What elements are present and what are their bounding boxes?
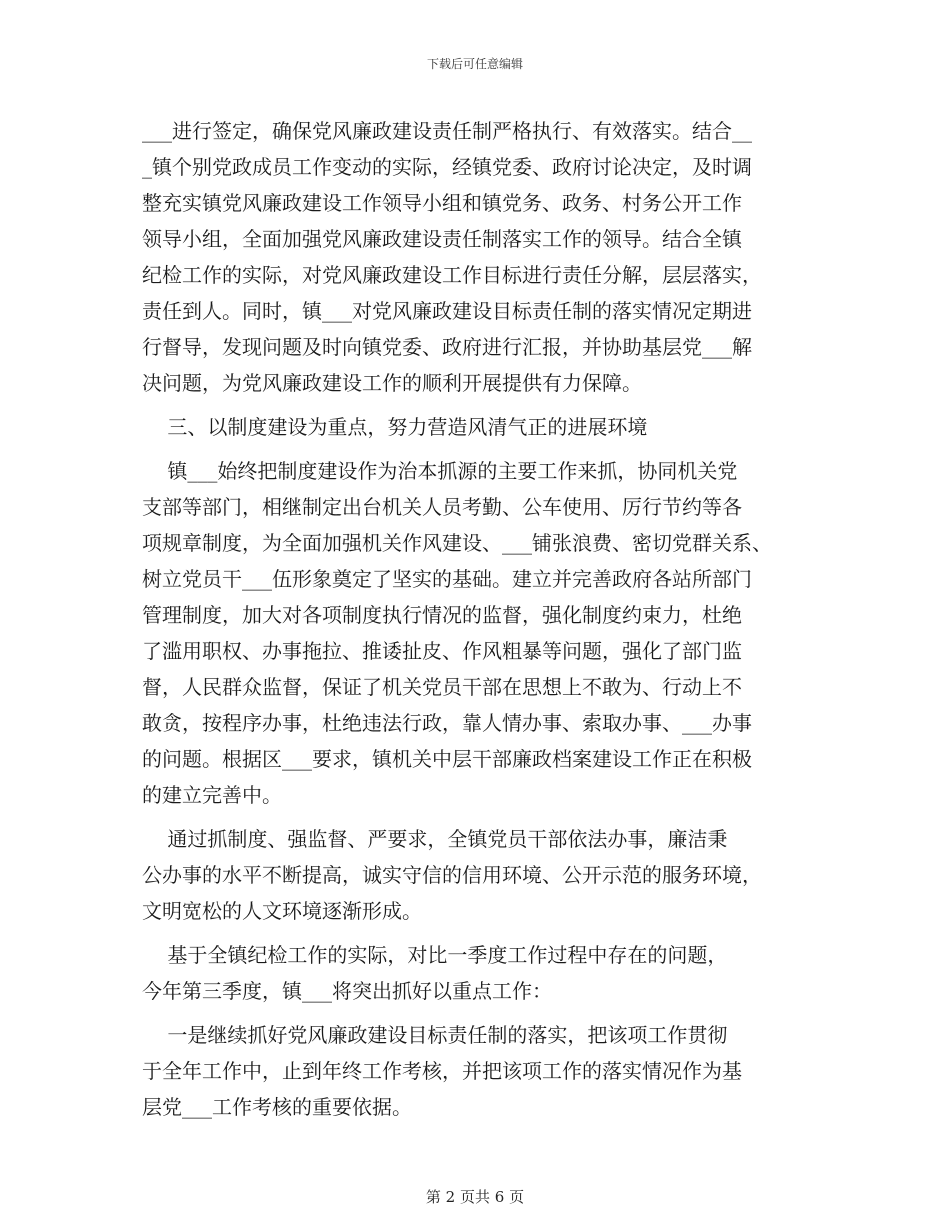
text-line: 通过抓制度、强监督、严要求，全镇党员干部依法办事，廉洁秉 — [142, 827, 728, 851]
text-line: 领导小组，全面加强党风廉政建设责任制落实工作的领导。结合全镇 — [142, 227, 742, 251]
text-line: 于全年工作中，止到年终工作考核，并把该项工作的落实情况作为基 — [142, 1059, 742, 1083]
paragraph — [142, 113, 822, 401]
paragraph — [142, 821, 822, 929]
paragraph — [142, 1017, 822, 1125]
text-line: 决问题，为党风廉政建设工作的顺利开展提供有力保障。 — [142, 371, 642, 395]
text-line: 项规章制度，为全面加强机关作风建设、___铺张浪费、密切党群关系、 — [142, 531, 772, 555]
text-line: 纪检工作的实际，对党风廉政建设工作目标进行责任分解，层层落实， — [142, 263, 762, 287]
paragraph-gap — [142, 445, 822, 453]
text-line: 三、以制度建设为重点，努力营造风清气正的进展环境 — [142, 415, 648, 439]
text-line: 层党___工作考核的重要依据。 — [142, 1095, 412, 1119]
text-line: 文明宽松的人文环境逐渐形成。 — [142, 899, 422, 923]
paragraph-gap — [142, 929, 822, 937]
text-line: 责任到人。同时，镇___对党风廉政建设目标责任制的落实情况定期进 — [142, 299, 752, 323]
text-line: 基于全镇纪检工作的实际，对比一季度工作过程中存在的问题， — [142, 943, 728, 967]
text-line: 了滥用职权、办事拖拉、推诿扯皮、作风粗暴等问题，强化了部门监 — [142, 639, 742, 663]
paragraph — [142, 453, 822, 813]
text-line: 公办事的水平不断提高，诚实守信的信用环境、公开示范的服务环境， — [142, 863, 762, 887]
page-header: 下载后可任意编辑 — [426, 57, 523, 71]
paragraph-gap — [142, 1009, 822, 1017]
text-line: 整充实镇党风廉政建设工作领导小组和镇党务、政务、村务公开工作 — [142, 191, 742, 215]
text-line: 的问题。根据区___要求，镇机关中层干部廉政档案建设工作正在积极 — [142, 747, 752, 771]
page-footer: 第 2 页共 6 页 — [425, 1188, 525, 1206]
paragraph — [142, 937, 822, 1009]
document-body — [142, 113, 822, 1125]
text-line: 树立党员干___伍形象奠定了坚实的基础。建立并完善政府各站所部门 — [142, 567, 752, 591]
text-line: 的建立完善中。 — [142, 783, 282, 807]
text-line: 敢贪，按程序办事，杜绝违法行政，靠人情办事、索取办事、___办事 — [142, 711, 752, 735]
text-line: 行督导，发现问题及时向镇党委、政府进行汇报，并协助基层党___解 — [142, 335, 752, 359]
text-line: 支部等部门，相继制定出台机关人员考勤、公车使用、厉行节约等各 — [142, 495, 742, 519]
paragraph-gap — [142, 401, 822, 409]
text-line: _镇个别党政成员工作变动的实际，经镇党委、政府讨论决定，及时调 — [142, 155, 752, 179]
paragraph-gap — [142, 813, 822, 821]
text-line: 镇___始终把制度建设作为治本抓源的主要工作来抓，协同机关党 — [142, 459, 738, 483]
text-line: 一是继续抓好党风廉政建设目标责任制的落实，把该项工作贯彻 — [142, 1023, 728, 1047]
text-line: 督，人民群众监督，保证了机关党员干部在思想上不敢为、行动上不 — [142, 675, 742, 699]
text-line: 管理制度，加大对各项制度执行情况的监督，强化制度约束力，杜绝 — [142, 603, 742, 627]
text-line: 今年第三季度，镇___将突出抓好以重点工作： — [142, 979, 552, 1003]
paragraph — [142, 409, 822, 445]
text-line: ___进行签定，确保党风廉政建设责任制严格执行、有效落实。结合__ — [142, 119, 752, 143]
